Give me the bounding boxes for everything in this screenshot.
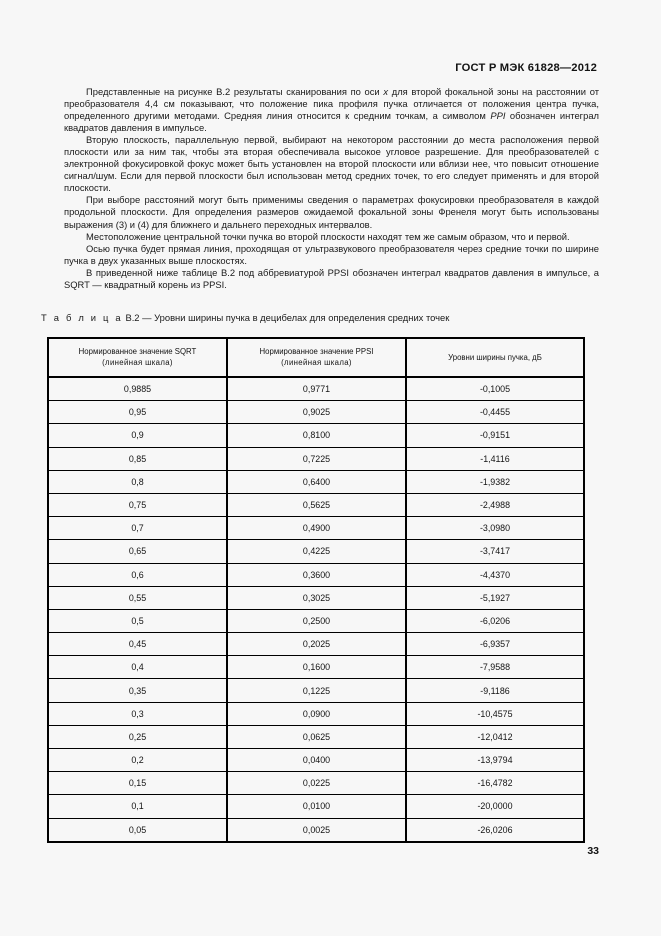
- table-cell: -0,1005: [406, 377, 584, 401]
- table-cell: 0,9025: [227, 401, 406, 424]
- table-row: [48, 586, 584, 609]
- table-row: [48, 609, 584, 632]
- paragraph-2: Вторую плоскость, параллельную первой, выбирают на некотором расстоянии до места расположения первой плоскости или за ним так, чтобы эта вторая обеспечивала высокое угловое разрешение. Для преобразователей с электронной фокусировкой фокус может быть установлен на второй плоскости или вблизи нее, что повысит отношение сигнал/шум. Если для первой плоскости был использован метод средних точек, то его следует применять и для второй плоскости.: [64, 134, 599, 194]
- table-cell: 0,15: [48, 772, 227, 795]
- table-cell: -13,9794: [406, 749, 584, 772]
- table-row: [48, 749, 584, 772]
- table-cell: 0,1225: [227, 679, 406, 702]
- table-row: [48, 818, 584, 842]
- table-cell: 0,6400: [227, 470, 406, 493]
- table-cell: 0,8100: [227, 424, 406, 447]
- table-cell: -3,7417: [406, 540, 584, 563]
- table-cell: 0,95: [48, 401, 227, 424]
- table-row: [48, 447, 584, 470]
- table-cell: 0,5625: [227, 493, 406, 516]
- column-header-db-title: Уровни ширины пучка, дБ: [448, 352, 542, 362]
- table-cell: -1,4116: [406, 447, 584, 470]
- table-cell: -2,4988: [406, 493, 584, 516]
- table-cell: 0,2500: [227, 609, 406, 632]
- table-cell: -12,0412: [406, 725, 584, 748]
- table-cell: 0,25: [48, 725, 227, 748]
- table-cell: -7,9588: [406, 656, 584, 679]
- table-row: [48, 470, 584, 493]
- table-cell: -16,4782: [406, 772, 584, 795]
- table-cell: 0,65: [48, 540, 227, 563]
- column-header-sqrt: [48, 338, 227, 377]
- column-header-ppsi: [227, 338, 406, 377]
- table-caption: [41, 312, 449, 323]
- table-cell: 0,6: [48, 563, 227, 586]
- paragraph-6: В приведенной ниже таблице В.2 под аббревиатурой PPSI обозначен интеграл квадратов давления в импульсе, а SQRT — квадратный корень из PPSI.: [64, 266, 599, 290]
- table-cell: 0,5: [48, 609, 227, 632]
- table-cell: 0,0400: [227, 749, 406, 772]
- table-cell: -1,9382: [406, 470, 584, 493]
- table-row: [48, 795, 584, 818]
- table-cell: 0,2: [48, 749, 227, 772]
- table-row: [48, 401, 584, 424]
- table-header-row: [48, 338, 584, 377]
- table-cell: -5,1927: [406, 586, 584, 609]
- table-cell: 0,0900: [227, 702, 406, 725]
- table-cell: -6,0206: [406, 609, 584, 632]
- table-head: [48, 338, 584, 377]
- table-row: [48, 377, 584, 401]
- paragraph-5: Осью пучка будет прямая линия, проходящая от ультразвукового преобразователя через средние точки по ширине пучка в двух указанных выше плоскостях.: [64, 242, 599, 266]
- column-header-ppsi-title: Нормированное значение PPSI: [259, 347, 374, 356]
- standard-header: ГОСТ Р МЭК 61828—2012: [455, 62, 597, 74]
- table-row: [48, 563, 584, 586]
- table-row: [48, 517, 584, 540]
- column-header-sqrt-title: Нормированное значение SQRT: [78, 347, 197, 356]
- table-caption-text: — Уровни ширины пучка в децибелах для определения средних точек: [142, 312, 450, 323]
- table-cell: 0,3025: [227, 586, 406, 609]
- paragraph-3: При выборе расстояний могут быть применимы сведения о параметрах фокусировки преобразователя в каждой продольной плоскости. Для определения размеров ожидаемой фокальной зоны Френеля могут быть использованы выражения (3) и (4) для ближнего и дальнего переходных интервалов.: [64, 194, 599, 230]
- table-cell: -6,9357: [406, 633, 584, 656]
- table-cell: 0,1600: [227, 656, 406, 679]
- table-cell: 0,2025: [227, 633, 406, 656]
- table-row: [48, 633, 584, 656]
- table-cell: -9,1186: [406, 679, 584, 702]
- table-cell: -0,4455: [406, 401, 584, 424]
- table-cell: 0,05: [48, 818, 227, 842]
- table-cell: -0,9151: [406, 424, 584, 447]
- table-cell: 0,0625: [227, 725, 406, 748]
- table-row: [48, 772, 584, 795]
- table-row: [48, 493, 584, 516]
- column-header-sqrt-subtitle: (линейная шкала): [102, 358, 173, 367]
- table-cell: -20,0000: [406, 795, 584, 818]
- table-cell: 0,4225: [227, 540, 406, 563]
- table-row: [48, 725, 584, 748]
- paragraph-1: Представленные на рисунке В.2 результаты сканирования по оси x для второй фокальной зоны на расстоянии от преобразователя 4,4 см показывают, что положение пика профиля пучка отличается от положения центра пучка, определенного другими методами. Средняя линия относится к средним точкам, а символом PPI обозначен интеграл квадратов давления в импульсе.: [64, 86, 599, 134]
- table-cell: 0,85: [48, 447, 227, 470]
- table-body: [48, 377, 584, 842]
- table-row: [48, 679, 584, 702]
- table-cell: 0,4: [48, 656, 227, 679]
- table-cell: 0,8: [48, 470, 227, 493]
- table-cell: -10,4575: [406, 702, 584, 725]
- table-cell: 0,55: [48, 586, 227, 609]
- table-cell: 0,7: [48, 517, 227, 540]
- table-cell: 0,4900: [227, 517, 406, 540]
- table-cell: 0,35: [48, 679, 227, 702]
- table-row: [48, 540, 584, 563]
- table-row: [48, 656, 584, 679]
- body-text-block: [64, 86, 599, 291]
- page-number: 33: [587, 845, 599, 857]
- table-cell: 0,3: [48, 702, 227, 725]
- beam-width-levels-table: [47, 337, 585, 843]
- table-cell: 0,3600: [227, 563, 406, 586]
- table-row: [48, 702, 584, 725]
- table-cell: -4,4370: [406, 563, 584, 586]
- table-cell: 0,0100: [227, 795, 406, 818]
- table-cell: 0,0225: [227, 772, 406, 795]
- column-header-db: [406, 338, 584, 377]
- column-header-ppsi-subtitle: (линейная шкала): [281, 358, 352, 367]
- table-cell: 0,0025: [227, 818, 406, 842]
- table-row: [48, 424, 584, 447]
- table-caption-label: Т а б л и ц а: [41, 312, 123, 323]
- table-cell: 0,75: [48, 493, 227, 516]
- table-caption-number: В.2: [125, 312, 140, 323]
- table-cell: 0,9: [48, 424, 227, 447]
- table-cell: -3,0980: [406, 517, 584, 540]
- table-cell: -26,0206: [406, 818, 584, 842]
- table-cell: 0,7225: [227, 447, 406, 470]
- paragraph-4: Местоположение центральной точки пучка во второй плоскости находят тем же самым образом, что и первой.: [86, 230, 570, 242]
- table-cell: 0,45: [48, 633, 227, 656]
- table-cell: 0,9771: [227, 377, 406, 401]
- table-cell: 0,9885: [48, 377, 227, 401]
- table-cell: 0,1: [48, 795, 227, 818]
